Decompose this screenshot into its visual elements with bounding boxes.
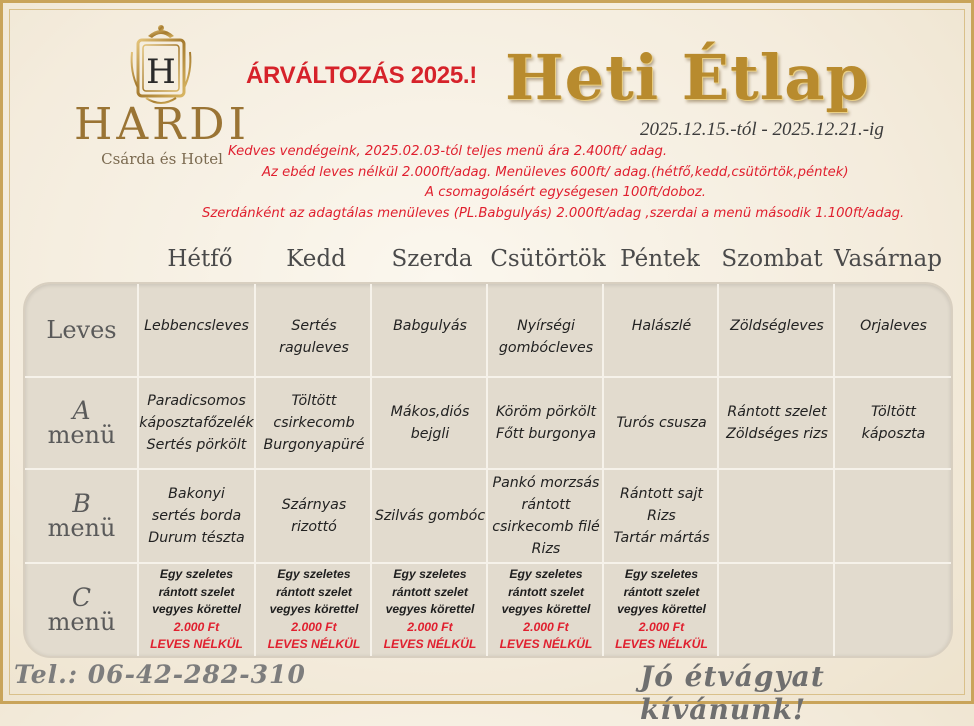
dish-line: raguleves: [279, 340, 349, 356]
menu-cell-b-szombat: [720, 470, 834, 562]
menu-cell-a-kedd: [257, 378, 371, 468]
dish-line: rántott: [521, 497, 571, 513]
row-label-text: menü: [47, 514, 116, 542]
menu-cell-leves-vasárnap: [836, 284, 951, 376]
dish-line: Zöldségleves: [730, 318, 824, 334]
menu-cell-c-péntek: [605, 564, 718, 656]
menu-cell-b-csütörtök: [489, 470, 603, 562]
menu-cell-b-szerda: [373, 470, 487, 562]
row-label-letter: C: [71, 583, 92, 612]
dish-line: csirkecomb filé: [492, 519, 600, 535]
dish-line: Bakonyi: [168, 486, 225, 502]
menu-cell-b-kedd: [257, 470, 371, 562]
row-label-text: menü: [47, 608, 116, 636]
day-header-csutortok: Csütörtök: [490, 246, 606, 272]
menu-cell-a-péntek: [605, 378, 718, 468]
price: 2.000 Ft: [173, 619, 220, 634]
column-divider: [137, 284, 139, 656]
dish-line: Babgulyás: [393, 318, 467, 334]
menu-cell-b-vasárnap: [836, 470, 951, 562]
dish-line: Egy szeletes: [393, 567, 467, 582]
column-divider: [254, 284, 256, 656]
dish-line: Tartár mártás: [613, 530, 710, 546]
dish-line: káposzta: [861, 426, 926, 442]
day-header-pentek: Péntek: [620, 246, 700, 272]
dish-line: vegyes körettel: [269, 602, 359, 617]
dish-line: Köröm pörkölt: [495, 404, 597, 420]
menu-cell-c-csütörtök: [489, 564, 603, 656]
dish-line: káposztafőzelék: [139, 415, 254, 431]
dish-line: Töltött: [291, 393, 337, 409]
menu-cell-c-kedd: [257, 564, 371, 656]
notice-line: Az ebéd leves nélkül 2.000ft/adag. Menüleves 600ft/ adag.(hétfő,kedd,csütörtök,péntek): [262, 164, 849, 180]
menu-cell-leves-hétfő: [138, 284, 255, 376]
price: 2.000 Ft: [407, 619, 453, 634]
table-row-a-menu: [25, 378, 951, 468]
dish-line: Zöldséges rizs: [726, 426, 828, 442]
dish-line: Egy szeletes: [509, 567, 583, 582]
notice-line: A csomagolásért egységesen 100ft/doboz.: [425, 185, 706, 200]
menu-cell-b-hétfő: [138, 470, 255, 562]
dish-line: Paradicsomos: [147, 393, 246, 409]
dish-line: Töltött: [871, 404, 916, 420]
dish-line: Burgonyapüré: [263, 437, 365, 453]
day-header-kedd: Kedd: [286, 246, 346, 272]
notice-line: Szerdánként az adagtálas menüleves (PL.Babgulyás) 2.000ft/adag ,szerdai a menü második 1.100ft/adag.: [202, 205, 905, 221]
price: 2.000 Ft: [291, 619, 337, 634]
dish-line: Szárnyas: [281, 497, 347, 513]
no-soup-note: LEVES NÉLKÜL: [499, 637, 593, 652]
menu-cell-b-péntek: [605, 470, 718, 562]
day-headers: [140, 246, 950, 278]
menu-cell-leves-szerda: [373, 284, 487, 376]
dish-line: rántott szelet: [508, 584, 584, 599]
menu-cell-leves-csütörtök: [489, 284, 603, 376]
dish-line: Egy szeletes: [277, 567, 351, 582]
no-soup-note: LEVES NÉLKÜL: [150, 637, 243, 652]
dish-line: Orjaleves: [860, 318, 927, 334]
dish-line: rántott szelet: [392, 584, 468, 599]
price: 2.000 Ft: [638, 619, 685, 634]
dish-line: Pankó morzsás: [492, 475, 600, 491]
day-header-szerda: Szerda: [391, 246, 473, 272]
row-divider: [25, 562, 951, 564]
day-header-szombat: Szombat: [721, 246, 823, 272]
day-header-hetfo: Hétfő: [167, 246, 233, 272]
crest-icon: [128, 22, 194, 108]
dish-line: vegyes körettel: [501, 602, 591, 617]
dish-line: Szilvás gombóc: [374, 508, 486, 524]
row-label-leves: [25, 284, 138, 376]
menu-cell-a-vasárnap: [836, 378, 951, 468]
column-divider: [717, 284, 719, 656]
no-soup-note: LEVES NÉLKÜL: [267, 637, 361, 652]
menu-cell-a-csütörtök: [489, 378, 603, 468]
row-label-letter: A: [72, 396, 91, 425]
dish-line: Lebbencsleves: [144, 318, 249, 334]
dish-line: csirkecomb: [273, 415, 355, 431]
menu-cell-c-szerda: [373, 564, 487, 656]
table-row-c-menu: [25, 564, 951, 656]
phone-number: Tel.: 06-42-282-310: [14, 660, 306, 689]
table-row-leves: [25, 284, 951, 376]
column-divider: [602, 284, 604, 656]
price-notice: [150, 142, 974, 224]
price-change-heading: ÁRVÁLTOZÁS 2025.!: [246, 62, 477, 89]
dish-line: Sertés: [291, 318, 337, 334]
row-label-text: menü: [47, 421, 116, 449]
price: 2.000 Ft: [523, 619, 569, 634]
dish-line: Egy szeletes: [159, 567, 234, 582]
row-label-c-menu: [25, 564, 138, 656]
row-label-b-menu: [25, 470, 138, 562]
closing-wish: Jó étvágyat kívánunk!: [640, 660, 825, 726]
row-divider: [25, 468, 951, 470]
menu-cell-leves-szombat: [720, 284, 834, 376]
dish-line: Durum tészta: [148, 530, 245, 546]
row-label-a-menu: [25, 378, 138, 468]
page-title: Heti Étlap: [505, 41, 870, 114]
menu-cell-a-szombat: [720, 378, 834, 468]
no-soup-note: LEVES NÉLKÜL: [383, 637, 477, 652]
dish-line: Egy szeletes: [624, 567, 699, 582]
dish-line: Rizs: [647, 508, 676, 524]
date-range: 2025.12.15.-tól - 2025.12.21.-ig: [640, 119, 884, 140]
dish-line: Rántott szelet: [727, 404, 827, 420]
day-header-vasarnap: Vasárnap: [834, 246, 942, 272]
dish-line: rántott szelet: [276, 584, 352, 599]
menu-cell-a-szerda: [373, 378, 487, 468]
column-divider: [486, 284, 488, 656]
dish-line: gombócleves: [498, 340, 594, 356]
column-divider: [833, 284, 835, 656]
dish-line: vegyes körettel: [617, 602, 706, 617]
dish-line: rántott szelet: [623, 584, 700, 599]
row-label-text: Leves: [46, 316, 117, 344]
logo-letter: H: [146, 52, 176, 92]
dish-line: vegyes körettel: [385, 602, 475, 617]
dish-line: Rizs: [531, 541, 561, 557]
menu-table: [23, 282, 953, 658]
menu-cell-leves-péntek: [605, 284, 718, 376]
dish-line: sertés borda: [151, 508, 242, 524]
logo-subtitle: Csárda és Hotel: [101, 150, 223, 168]
dish-line: Rántott sajt: [619, 486, 703, 502]
dish-line: Mákos,diós: [390, 404, 470, 420]
dish-line: Főtt burgonya: [495, 426, 597, 442]
dish-line: bejgli: [410, 426, 450, 442]
dish-line: vegyes körettel: [152, 602, 241, 617]
dish-line: rántott szelet: [158, 584, 235, 599]
menu-cell-leves-kedd: [257, 284, 371, 376]
row-label-letter: B: [72, 489, 91, 518]
dish-line: Halászlé: [631, 318, 692, 334]
logo-name: HARDI: [74, 99, 250, 150]
dish-line: Turós csusza: [616, 415, 707, 431]
no-soup-note: LEVES NÉLKÜL: [615, 637, 708, 652]
menu-cell-c-hétfő: [138, 564, 255, 656]
column-divider: [370, 284, 372, 656]
menu-cell-a-hétfő: [138, 378, 255, 468]
notice-line: Kedves vendégeink, 2025.02.03-tól teljes menü ára 2.400ft/ adag.: [228, 144, 668, 159]
row-divider: [25, 376, 951, 378]
dish-line: rizottó: [291, 519, 337, 535]
dish-line: Sertés pörkölt: [146, 437, 247, 453]
dish-line: Nyírségi: [517, 318, 575, 334]
table-row-b-menu: [25, 470, 951, 562]
